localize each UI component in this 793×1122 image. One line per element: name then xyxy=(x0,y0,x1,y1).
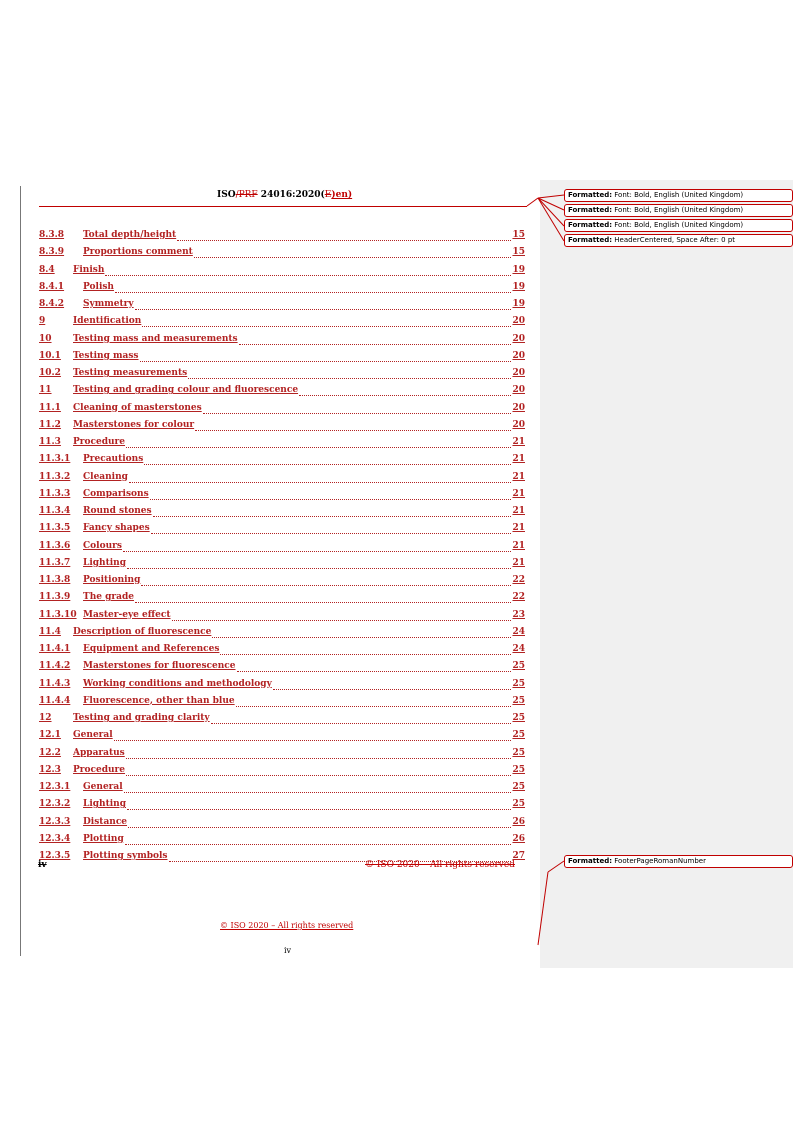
toc-entry[interactable] xyxy=(39,696,525,710)
toc-entry-page: 25 xyxy=(512,799,525,810)
toc-dot-leader xyxy=(188,377,511,379)
toc-entry-page: 21 xyxy=(512,523,525,534)
toc-entry-number: 12.3.1 xyxy=(39,782,71,792)
toc-entry[interactable] xyxy=(39,265,525,279)
toc-entry-number: 12 xyxy=(39,713,52,723)
toc-entry[interactable] xyxy=(39,575,525,589)
toc-entry-title: Identification xyxy=(73,316,142,327)
toc-entry-title: General xyxy=(73,730,113,741)
toc-entry-page: 20 xyxy=(512,316,525,327)
header-deleted-text: /PRF xyxy=(235,190,258,200)
header-deleted-text: E xyxy=(324,190,332,200)
toc-entry-number: 11.3.1 xyxy=(39,454,71,465)
toc-entry[interactable] xyxy=(39,403,525,417)
toc-entry[interactable] xyxy=(39,489,525,503)
toc-dot-leader xyxy=(141,584,511,586)
toc-entry-page: 21 xyxy=(512,488,525,499)
toc-entry-page: 26 xyxy=(512,816,525,827)
toc-entry-number: 11.3.3 xyxy=(39,488,71,499)
toc-entry[interactable] xyxy=(39,834,525,848)
toc-entry-title: Cleaning of masterstones xyxy=(73,402,202,413)
toc-entry-number: 10.2 xyxy=(39,368,61,378)
toc-entry-page: 25 xyxy=(512,695,525,706)
toc-entry-title: Fancy shapes xyxy=(83,523,150,534)
toc-dot-leader xyxy=(203,412,512,414)
toc-entry-title: Testing and grading colour and fluorescence xyxy=(73,385,299,396)
toc-entry[interactable] xyxy=(39,523,525,537)
toc-entry[interactable] xyxy=(39,713,525,727)
toc-entry-number: 11.3.4 xyxy=(39,506,71,516)
toc-entry-number: 11.4.2 xyxy=(39,661,71,672)
toc-entry-page: 21 xyxy=(512,437,525,447)
balloon-text: Font: Bold, English (United Kingdom) xyxy=(612,191,744,199)
toc-entry-title: Symmetry xyxy=(83,299,134,309)
toc-entry-number: 11.3 xyxy=(39,437,61,447)
toc-entry-number: 12.2 xyxy=(39,747,61,758)
toc-dot-leader xyxy=(115,291,511,293)
toc-entry-title: Distance xyxy=(83,816,128,827)
toc-dot-leader xyxy=(126,774,511,776)
balloon-label: Formatted: xyxy=(568,236,613,244)
balloon-text: Font: Bold, English (United Kingdom) xyxy=(612,206,744,214)
toc-entry-page: 19 xyxy=(512,299,525,309)
toc-dot-leader xyxy=(126,446,511,448)
toc-entry-page: 20 xyxy=(512,333,525,344)
footer-copyright: © ISO 2020 – All rights reserved xyxy=(220,921,354,930)
toc-entry-page: 23 xyxy=(512,609,525,620)
toc-entry-page: 20 xyxy=(512,385,525,396)
toc-entry[interactable] xyxy=(39,730,525,744)
toc-entry-title: Description of fluorescence xyxy=(73,626,212,637)
toc-entry[interactable] xyxy=(39,627,525,641)
toc-dot-leader xyxy=(105,274,511,276)
toc-entry-title: Working conditions and methodology xyxy=(83,678,272,689)
toc-entry[interactable] xyxy=(39,247,525,261)
toc-entry-page: 25 xyxy=(512,747,525,758)
header-number: 24016:2020( xyxy=(257,190,325,200)
toc-dot-leader xyxy=(114,739,512,741)
toc-entry-number: 11.2 xyxy=(39,419,61,430)
toc-entry[interactable] xyxy=(39,748,525,762)
toc-entry-number: 8.4 xyxy=(39,264,55,275)
toc-entry[interactable] xyxy=(39,765,525,779)
toc-entry[interactable] xyxy=(39,420,525,434)
toc-dot-leader xyxy=(212,636,511,638)
balloon-label: Formatted: xyxy=(568,191,613,199)
connector-line xyxy=(538,195,564,198)
toc-entry-number: 12.1 xyxy=(39,730,61,741)
toc-entry-number: 12.3.5 xyxy=(39,851,71,861)
toc-entry-page: 22 xyxy=(512,592,525,603)
toc-entry-number: 11.4.4 xyxy=(39,695,71,706)
toc-entry-number: 11 xyxy=(39,385,52,396)
toc-dot-leader xyxy=(127,808,511,810)
toc-entry-number: 11.3.10 xyxy=(39,609,77,620)
toc-entry-number: 8.3.9 xyxy=(39,247,65,258)
toc-entry-number: 10.1 xyxy=(39,350,61,361)
toc-entry[interactable] xyxy=(39,351,525,365)
toc-entry-title: The grade xyxy=(83,592,134,603)
balloon-label: Formatted: xyxy=(568,206,613,214)
toc-entry-title: Masterstones for fluorescence xyxy=(83,661,236,672)
connector-line xyxy=(538,198,564,226)
toc-entry-page: 21 xyxy=(512,471,525,482)
toc-entry[interactable] xyxy=(39,679,525,693)
toc-entry-title: Testing and grading clarity xyxy=(73,713,210,723)
toc-entry-number: 11.1 xyxy=(39,402,61,413)
balloon-text: FooterPageRomanNumber xyxy=(612,857,706,865)
toc-dot-leader xyxy=(237,670,512,672)
toc-entry[interactable] xyxy=(39,385,525,399)
toc-dot-leader xyxy=(220,653,511,655)
toc-entry[interactable] xyxy=(39,506,525,520)
toc-entry-page: 25 xyxy=(512,764,525,775)
toc-dot-leader xyxy=(177,239,511,241)
toc-entry[interactable] xyxy=(39,230,525,244)
toc-entry-number: 11.3.5 xyxy=(39,523,71,534)
toc-entry-page: 21 xyxy=(512,540,525,551)
toc-dot-leader xyxy=(236,705,512,707)
toc-dot-leader xyxy=(127,567,511,569)
toc-entry-number: 11.4.3 xyxy=(39,678,71,689)
header-inserted-text: )en) xyxy=(331,190,353,200)
connector-line xyxy=(548,861,564,872)
toc-entry-page: 25 xyxy=(512,661,525,672)
toc-entry[interactable] xyxy=(39,782,525,796)
balloon-label: Formatted: xyxy=(568,221,613,229)
toc-entry[interactable] xyxy=(39,454,525,468)
balloon-text: HeaderCentered, Space After: 0 pt xyxy=(612,236,736,244)
toc-entry-page: 25 xyxy=(512,730,525,741)
toc-entry[interactable] xyxy=(39,661,525,675)
toc-entry[interactable] xyxy=(39,799,525,813)
toc-dot-leader xyxy=(153,515,512,517)
toc-entry-number: 11.4 xyxy=(39,626,61,637)
header-prefix: ISO xyxy=(217,190,236,200)
toc-entry-title: Testing measurements xyxy=(73,368,188,378)
toc-entry-number: 8.4.2 xyxy=(39,299,65,309)
toc-entry-title: Master-eye effect xyxy=(83,609,171,620)
connector-line xyxy=(538,872,548,945)
toc-entry[interactable] xyxy=(39,282,525,296)
toc-entry[interactable] xyxy=(39,472,525,486)
toc-entry-page: 25 xyxy=(512,713,525,723)
toc-entry-title: Colours xyxy=(83,540,122,551)
toc-entry-title: Cleaning xyxy=(83,471,128,482)
toc-dot-leader xyxy=(123,550,512,552)
toc-entry-page: 21 xyxy=(512,557,525,568)
page-header xyxy=(217,190,352,200)
toc-entry-page: 24 xyxy=(512,644,525,654)
toc-dot-leader xyxy=(125,843,512,845)
toc-entry-number: 11.3.8 xyxy=(39,575,71,585)
toc-entry-number: 11.3.9 xyxy=(39,592,71,603)
toc-entry-title: Round stones xyxy=(83,506,152,516)
toc-entry[interactable] xyxy=(39,644,525,658)
toc-dot-leader xyxy=(150,498,512,500)
footer-copyright-deleted: © ISO 2020 – All rights reserved xyxy=(365,860,515,870)
toc-entry[interactable] xyxy=(39,558,525,572)
toc-entry-title: Comparisons xyxy=(83,488,149,499)
toc-entry-number: 11.4.1 xyxy=(39,644,71,654)
toc-entry-number: 8.4.1 xyxy=(39,281,65,292)
toc-entry-number: 11.3.2 xyxy=(39,471,71,482)
toc-entry-number: 11.3.7 xyxy=(39,557,71,568)
toc-entry-page: 19 xyxy=(512,264,525,275)
toc-entry[interactable] xyxy=(39,334,525,348)
toc-entry-title: Finish xyxy=(73,264,105,275)
toc-entry-page: 27 xyxy=(512,851,525,861)
toc-entry-title: Apparatus xyxy=(73,747,125,758)
toc-dot-leader xyxy=(172,619,512,621)
toc-entry-page: 26 xyxy=(512,833,525,844)
footer-page-deleted: iv xyxy=(38,860,47,870)
toc-dot-leader xyxy=(126,757,512,759)
toc-entry-page: 20 xyxy=(512,402,525,413)
toc-entry-page: 25 xyxy=(512,782,525,792)
toc-entry-page: 20 xyxy=(512,350,525,361)
toc-entry-page: 24 xyxy=(512,626,525,637)
connector-line xyxy=(527,198,538,206)
toc-entry-number: 8.3.8 xyxy=(39,230,65,240)
toc-dot-leader xyxy=(140,360,512,362)
toc-entry-title: Total depth/height xyxy=(83,230,177,240)
toc-entry-page: 21 xyxy=(512,454,525,465)
toc-dot-leader xyxy=(239,343,512,345)
toc-entry-page: 21 xyxy=(512,506,525,516)
toc-entry-page: 20 xyxy=(512,419,525,430)
toc-dot-leader xyxy=(135,308,512,310)
toc-dot-leader xyxy=(211,722,512,724)
toc-dot-leader xyxy=(144,463,511,465)
toc-entry[interactable] xyxy=(39,316,525,330)
toc-entry-title: Plotting xyxy=(83,833,124,844)
toc-entry-title: Polish xyxy=(83,281,114,292)
toc-entry-page: 19 xyxy=(512,281,525,292)
toc-dot-leader xyxy=(142,325,511,327)
toc-entry-page: 15 xyxy=(512,247,525,258)
toc-entry-number: 9 xyxy=(39,316,46,327)
toc-entry-page: 25 xyxy=(512,678,525,689)
toc-dot-leader xyxy=(135,601,511,603)
toc-dot-leader xyxy=(299,394,511,396)
toc-dot-leader xyxy=(194,256,512,258)
toc-entry-number: 10 xyxy=(39,333,52,344)
toc-dot-leader xyxy=(151,532,512,534)
toc-entry-title: Precautions xyxy=(83,454,144,465)
toc-entry-number: 12.3.4 xyxy=(39,833,71,844)
toc-entry-number: 12.3 xyxy=(39,764,61,775)
toc-entry-title: Masterstones for colour xyxy=(73,419,195,430)
toc-entry-number: 12.3.2 xyxy=(39,799,71,810)
toc-entry-title: Equipment and References xyxy=(83,644,220,654)
format-balloon[interactable] xyxy=(564,219,793,232)
header-rule xyxy=(39,206,527,207)
toc-entry[interactable] xyxy=(39,299,525,313)
toc-entry-title: Positioning xyxy=(83,575,141,585)
format-balloon[interactable] xyxy=(564,204,793,217)
toc-entry[interactable] xyxy=(39,610,525,624)
toc-entry-title: General xyxy=(83,782,123,792)
toc-entry-title: Proportions comment xyxy=(83,247,193,258)
toc-entry-title: Lighting xyxy=(83,799,126,810)
toc-dot-leader xyxy=(273,688,512,690)
format-balloon[interactable] xyxy=(564,234,793,247)
toc-dot-leader xyxy=(195,429,511,431)
balloon-label: Formatted: xyxy=(568,857,613,865)
toc-dot-leader xyxy=(124,791,512,793)
toc-dot-leader xyxy=(129,481,512,483)
toc-entry-title: Testing mass and measurements xyxy=(73,333,238,344)
toc-entry-page: 20 xyxy=(512,368,525,378)
toc-entry-number: 11.3.6 xyxy=(39,540,71,551)
footer-page-number: iv xyxy=(284,946,292,955)
toc-entry-title: Testing mass xyxy=(73,350,139,361)
format-balloon[interactable] xyxy=(564,189,793,202)
balloon-text: Font: Bold, English (United Kingdom) xyxy=(612,221,744,229)
toc-entry-title: Procedure xyxy=(73,437,126,447)
toc-entry-page: 15 xyxy=(512,230,525,240)
toc-entry-title: Fluorescence, other than blue xyxy=(83,695,235,706)
format-balloon[interactable] xyxy=(564,855,793,868)
toc-entry[interactable] xyxy=(39,541,525,555)
toc-entry[interactable] xyxy=(39,817,525,831)
toc-entry-title: Lighting xyxy=(83,557,126,568)
toc-entry-title: Procedure xyxy=(73,764,126,775)
toc-entry-title: Plotting symbols xyxy=(83,851,168,861)
toc-entry[interactable] xyxy=(39,368,525,382)
toc-entry-page: 22 xyxy=(512,575,525,585)
toc-entry[interactable] xyxy=(39,437,525,451)
toc-dot-leader xyxy=(128,826,511,828)
toc-entry[interactable] xyxy=(39,592,525,606)
toc-entry-number: 12.3.3 xyxy=(39,816,71,827)
